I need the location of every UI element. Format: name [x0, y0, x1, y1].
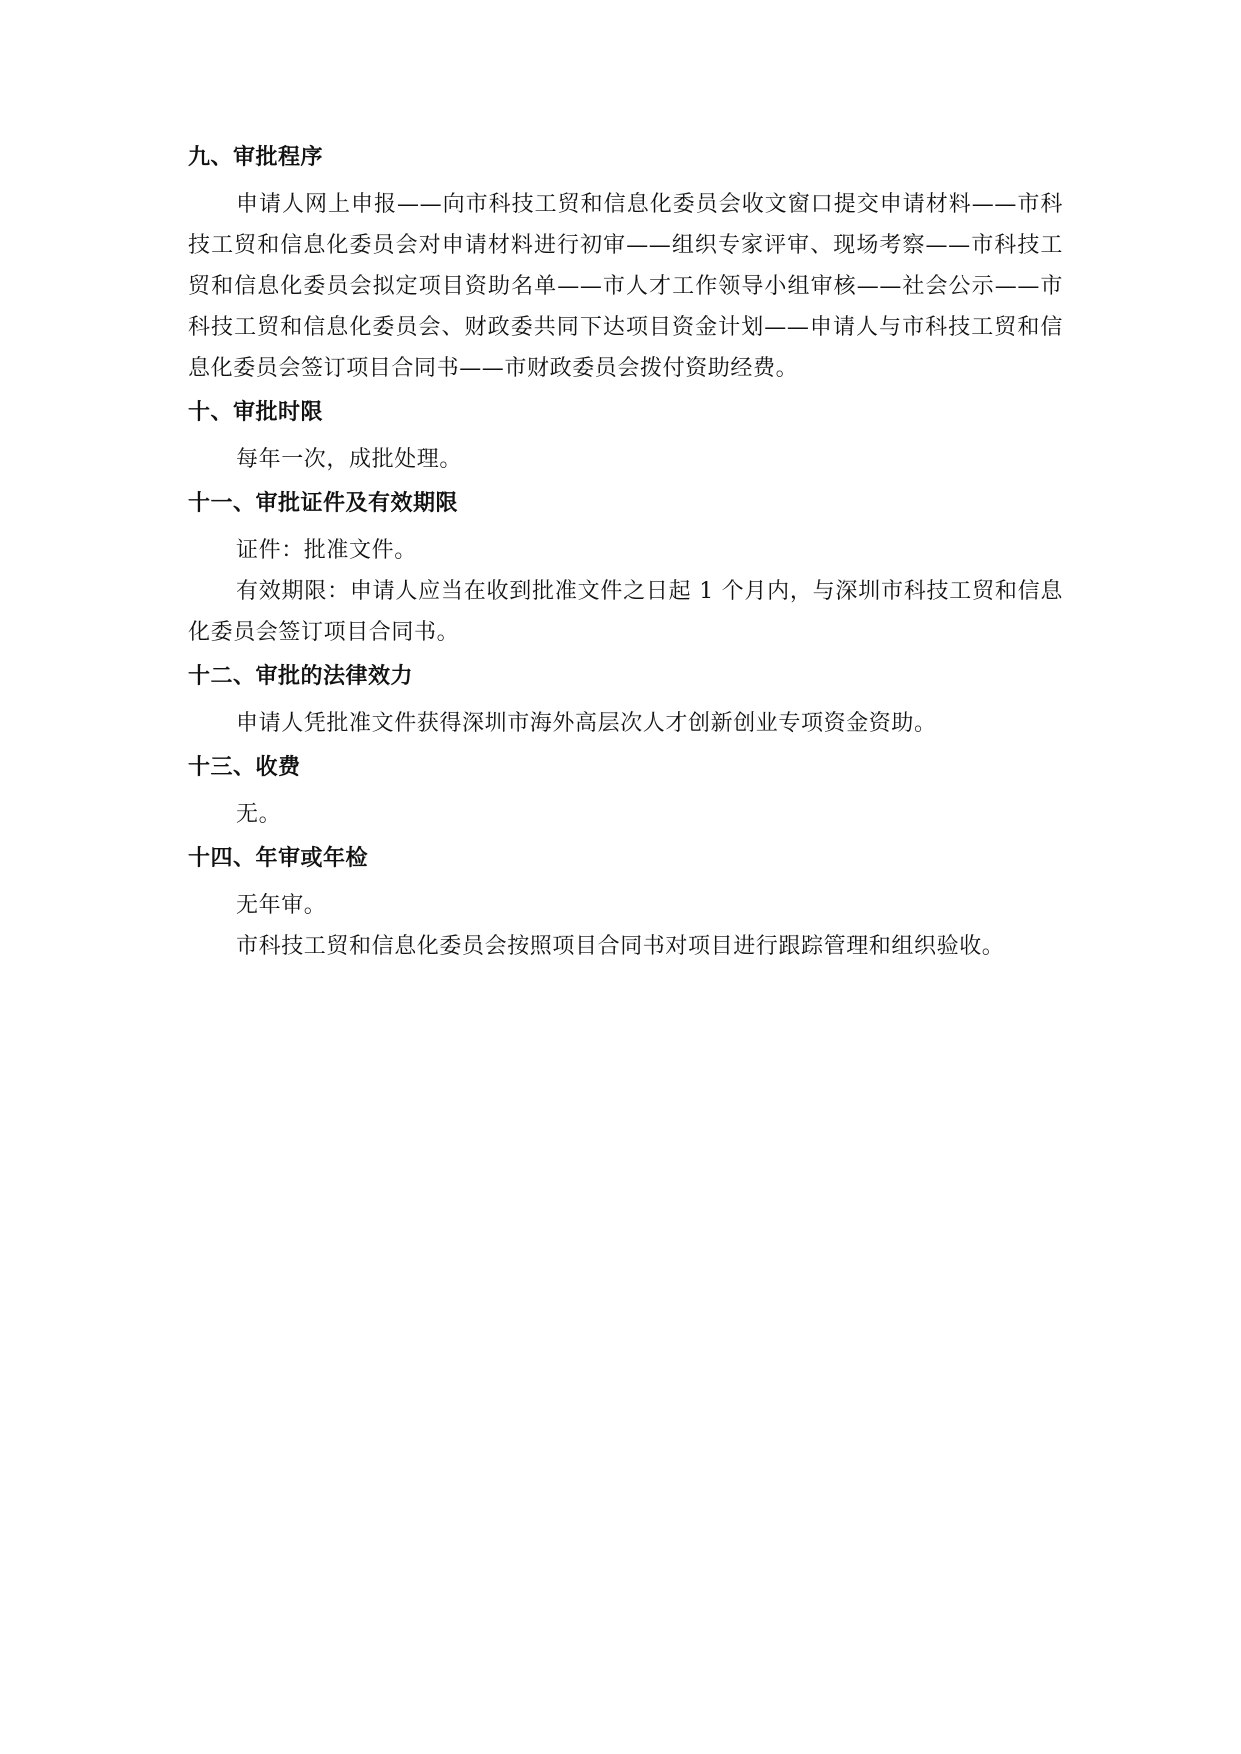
section-heading: 九、审批程序: [188, 145, 324, 170]
section-fees: [188, 750, 1063, 835]
section-legal-effect: [188, 659, 1063, 744]
section-approval-certificate: [188, 486, 1063, 653]
section-paragraph: 市科技工贸和信息化委员会按照项目合同书对项目进行跟踪管理和组织验收。: [236, 934, 1005, 959]
section-approval-time-limit: [188, 395, 1063, 480]
section-heading: 十一、审批证件及有效期限: [188, 491, 459, 516]
section-heading: 十四、年审或年检: [188, 846, 369, 871]
section-paragraph: 每年一次，成批处理。: [236, 447, 463, 472]
section-paragraph: 有效期限：申请人应当在收到批准文件之日起 1 个月内，与深圳市科技工贸和信息化委员会签订项目合同书。: [188, 579, 1063, 645]
section-heading: 十二、审批的法律效力: [188, 664, 414, 689]
section-approval-procedure: [188, 140, 1063, 389]
section-annual-review: [188, 841, 1063, 967]
section-heading: 十三、收费: [188, 755, 301, 780]
section-paragraph: 无。: [236, 802, 282, 827]
section-paragraph: 申请人网上申报——向市科技工贸和信息化委员会收文窗口提交申请材料——市科技工贸和信息化委员会对申请材料进行初审——组织专家评审、现场考察——市科技工贸和信息化委员会拟定项目资助名单——市人才工作领导小组审核——社会公示——市科技工贸和信息化委员会、财政委共同下达项目资金计划——申请人与市科技工贸和信息化委员会签订项目合同书——市财政委员会拨付资助经费。: [188, 192, 1063, 381]
section-paragraph: 证件：批准文件。: [236, 538, 417, 563]
section-heading: 十、审批时限: [188, 400, 324, 425]
section-paragraph: 无年审。: [236, 893, 327, 918]
section-paragraph: 申请人凭批准文件获得深圳市海外高层次人才创新创业专项资金资助。: [236, 711, 937, 736]
document-page: [188, 140, 1063, 967]
